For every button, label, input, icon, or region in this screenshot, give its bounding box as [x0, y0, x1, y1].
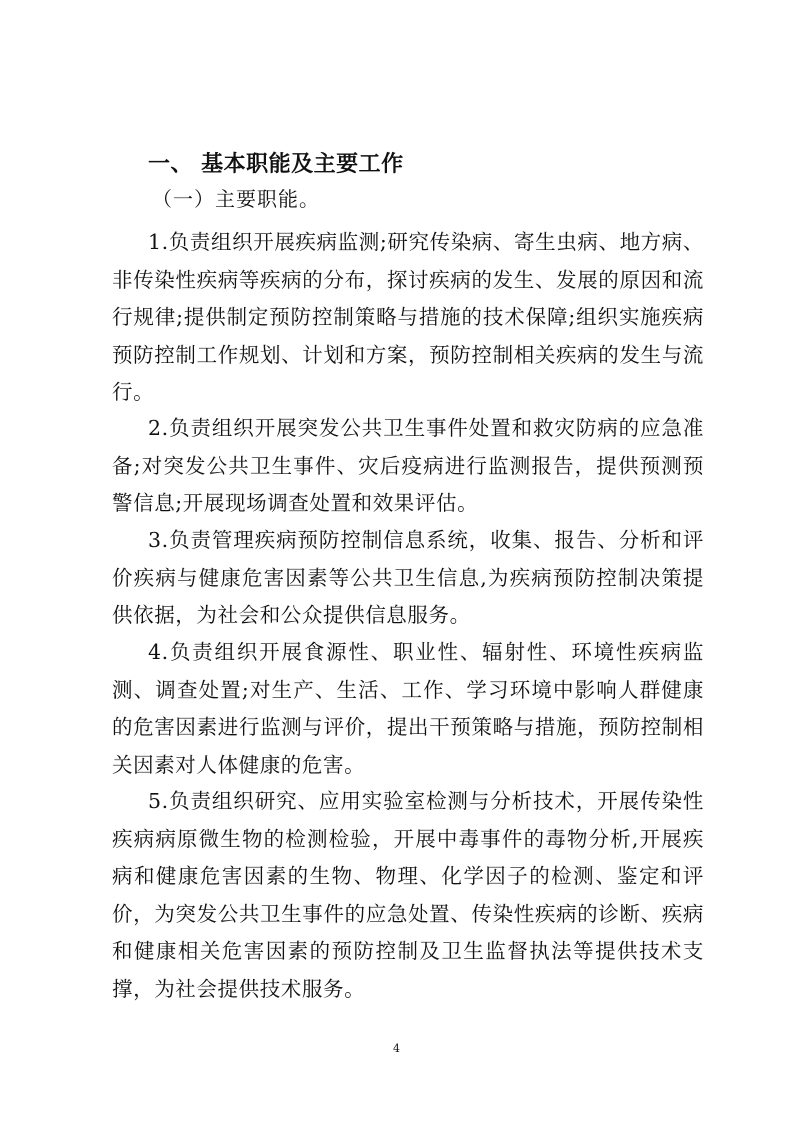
paragraph-duty-4: 4.负责组织开展食源性、职业性、辐射性、环境性疾病监测、调查处置;对生产、生活、工作、学习环境中影响人群健康的危害因素进行监测与评价，提出干预策略与措施，预防控制相关因素对人体健康的危害。	[112, 640, 704, 777]
paragraph-duty-2: 2.负责组织开展突发公共卫生事件处置和救灾防病的应急准备;对突发公共卫生事件、灾后疫病进行监测报告，提供预测预警信息;开展现场调查处置和效果评估。	[112, 416, 704, 516]
subsection-heading: （一）主要职能。	[152, 187, 320, 211]
section-heading: 一、 基本职能及主要工作	[148, 152, 404, 177]
page-number: 4	[393, 1042, 400, 1055]
paragraph-duty-1: 1.负责组织开展疾病监测;研究传染病、寄生虫病、地方病、非传染性疾病等疾病的分布，探讨疾病的发生、发展的原因和流行规律;提供制定预防控制策略与措施的技术保障;组织实施疾病预防控制工作规划、计划和方案，预防控制相关疾病的发生与流行。	[112, 230, 704, 405]
paragraph-duty-3: 3.负责管理疾病预防控制信息系统，收集、报告、分析和评价疾病与健康危害因素等公共卫生信息,为疾病预防控制决策提供依据，为社会和公众提供信息服务。	[112, 528, 704, 628]
paragraph-duty-5: 5.负责组织研究、应用实验室检测与分析技术，开展传染性疾病病原微生物的检测检验，开展中毒事件的毒物分析,开展疾病和健康危害因素的生物、物理、化学因子的检测、鉴定和评价，为突发公共卫生事件的应急处置、传染性疾病的诊断、疾病和健康相关危害因素的预防控制及卫生监督执法等提供技术支撑，为社会提供技术服务。	[112, 789, 704, 1001]
